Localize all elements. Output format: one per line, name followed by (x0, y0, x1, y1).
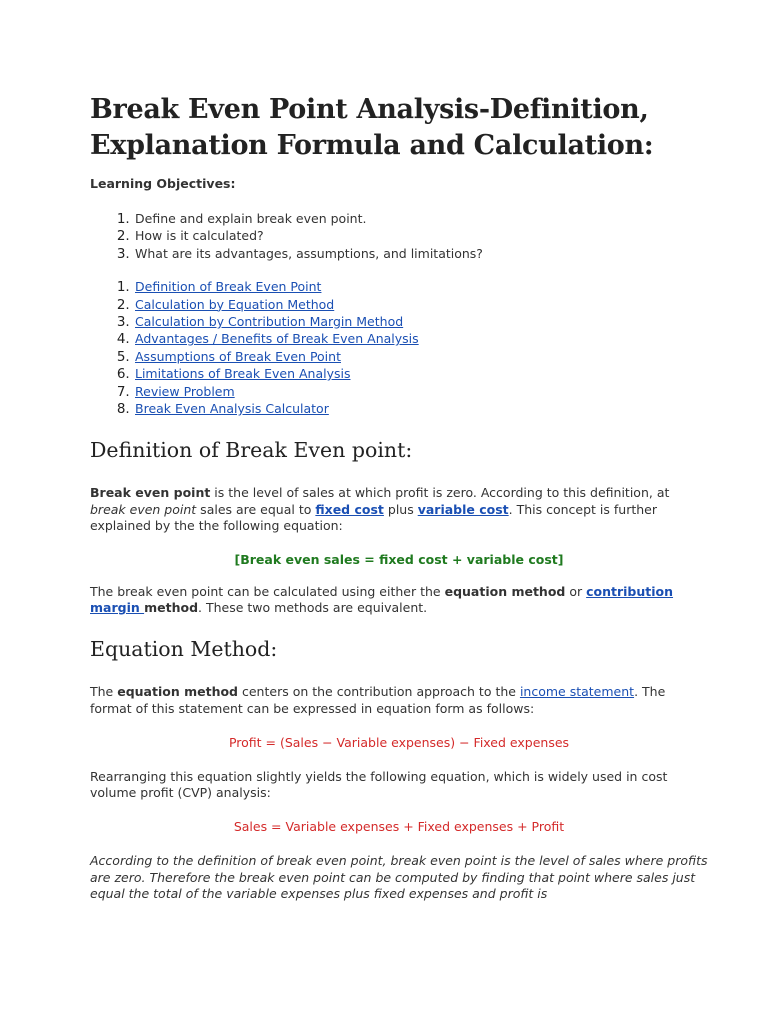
text-span: centers on the contribution approach to the (238, 684, 520, 700)
text-span: plus (383, 501, 418, 517)
text-span: is the level of sales at which profit is zero. According to this definition, at (210, 485, 670, 501)
sales-formula: Sales = Variable expenses + Fixed expenses + Profit (233, 819, 565, 835)
contribution-margin-link[interactable]: contribution margin (90, 584, 674, 616)
toc-item (134, 330, 708, 347)
learning-objectives-heading: Learning Objectives: (90, 176, 236, 191)
text-span: sales are equal to (196, 501, 316, 517)
text-span: The break even point can be calculated using either the (90, 584, 445, 600)
text-span: . The format of this statement can be expressed in equation form as follows: (90, 684, 666, 716)
term-italic: break even point (90, 501, 197, 517)
definition-heading: Definition of Break Even point: (90, 438, 413, 463)
toc-item (134, 383, 708, 400)
table-of-contents (90, 278, 708, 417)
text-span: or (565, 584, 587, 600)
variable-cost-link[interactable]: variable cost (417, 501, 509, 517)
text-span: . This concept is further explained by the the following equation: (90, 501, 658, 533)
list-item: 2. How is it calculated? (134, 227, 708, 244)
toc-item (134, 296, 708, 313)
toc-link-limitations[interactable]: Limitations of Break Even Analysis (135, 366, 351, 382)
method-bold: method (144, 600, 199, 616)
toc-link-definition[interactable]: Definition of Break Even Point (135, 279, 322, 295)
equation-method-paragraph (90, 684, 708, 716)
income-statement-link[interactable]: income statement (519, 684, 635, 700)
rearranging-paragraph: Rearranging this equation slightly yields the following equation, which is widely used in cost volume profit (CVP) analysis: (90, 768, 668, 801)
equation-method-bold: equation method (117, 684, 239, 700)
toc-item (134, 278, 708, 295)
methods-paragraph (90, 584, 708, 616)
text-span: The (90, 684, 118, 700)
toc-link-contribution-margin-method[interactable]: Calculation by Contribution Margin Method (135, 314, 404, 330)
term-bold: Break even point (90, 485, 211, 501)
toc-link-equation-method[interactable]: Calculation by Equation Method (135, 296, 335, 312)
toc-link-advantages[interactable]: Advantages / Benefits of Break Even Analysis (135, 331, 419, 347)
profit-formula: Profit = (Sales − Variable expenses) − Fixed expenses (228, 734, 570, 750)
page-title: Break Even Point Analysis-Definition, Explanation Formula and Calculation: (90, 94, 654, 161)
list-item: 3. What are its advantages, assumptions, and limitations? (134, 245, 708, 262)
fixed-cost-link[interactable]: fixed cost (315, 501, 384, 517)
toc-link-assumptions[interactable]: Assumptions of Break Even Point (135, 348, 341, 364)
toc-item (134, 365, 708, 382)
definition-paragraph (90, 485, 708, 534)
equation-method-heading: Equation Method: (90, 637, 278, 662)
break-even-explanation-paragraph: According to the definition of break even point, break even point is the level of sales where profits are zero. Therefore the break even point can be computed by finding that point where sales just equal the total of the variable expenses plus fixed expenses and profit is (90, 853, 708, 901)
toc-item (134, 400, 708, 417)
toc-item (134, 313, 708, 330)
list-item: 1. Define and explain break even point. (134, 210, 708, 227)
toc-item (134, 348, 708, 365)
break-even-formula: [Break even sales = fixed cost + variable cost] (234, 552, 564, 568)
toc-link-calculator[interactable]: Break Even Analysis Calculator (135, 401, 329, 417)
learning-objectives-list (90, 210, 708, 262)
text-span: . These two methods are equivalent. (198, 600, 428, 616)
toc-link-review-problem[interactable]: Review Problem (135, 383, 235, 399)
equation-method-bold: equation method (444, 584, 566, 600)
